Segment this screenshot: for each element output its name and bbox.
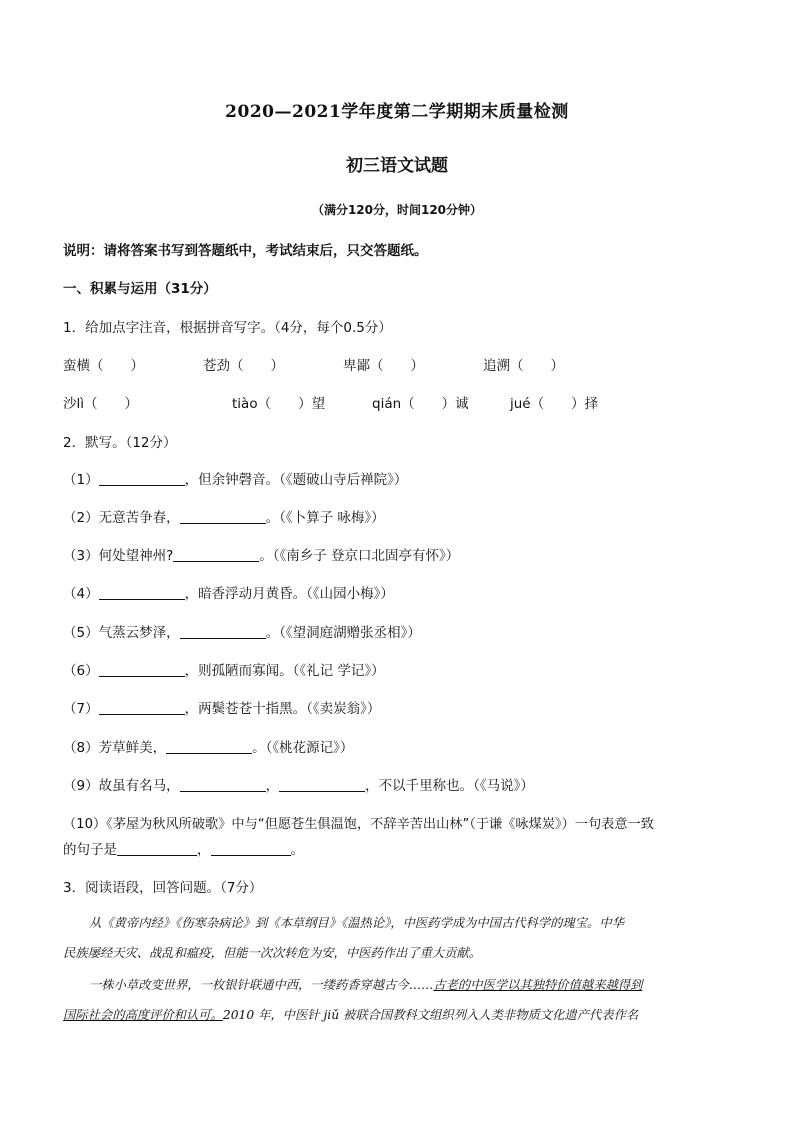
item-number: （9） (63, 778, 99, 794)
q2-item-10-line-1: （10）《茅屋为秋风所破歌》中与“但愿苍生俱温饱，不辞辛苦出山林”（于谦《咏煤炭》）一句表意一致 (63, 817, 654, 832)
item-post: ，则孤陋而寡闻。（《礼记 学记》） (184, 663, 385, 679)
q2-item-2 (63, 506, 385, 526)
q2-item-6 (63, 659, 385, 679)
answer-blank[interactable] (211, 841, 291, 856)
item-number: （8） (63, 740, 99, 756)
item-pre: 气蒸云梦泽， (98, 625, 180, 641)
q1-pinyin-item-1: 蛮横（ ） (63, 358, 144, 374)
answer-blank[interactable] (180, 509, 266, 524)
item-post: 。（《桃花源记》） (252, 740, 354, 756)
item-post: 。（《望洞庭湖赠张丞相》） (265, 625, 421, 641)
q2-item-4 (63, 582, 394, 602)
q2-item-7 (63, 697, 380, 717)
q1-pinyin-item-4: 追溯（ ） (483, 358, 564, 374)
answer-blank[interactable] (180, 624, 266, 639)
paragraph-line: 一株小草改变世界，一枚银针联通中西，一缕药香穿越古今…… (89, 978, 434, 992)
answer-blank[interactable] (166, 739, 252, 754)
item-pre: 芳草鲜美， (98, 740, 167, 756)
item-post: ，但余钟磬音。（《题破山寺后禅院》） (184, 472, 408, 488)
answer-blank[interactable] (173, 547, 259, 562)
q2-item-8 (63, 736, 353, 756)
item-number: （1） (63, 472, 99, 488)
item-post: 。（《南乡子 登京口北固亭有怀》） (259, 548, 460, 564)
q2-item-9 (63, 774, 534, 794)
underlined-sentence: 古老的中医学以其独特价值越来越得到 (433, 978, 643, 992)
item-mid: ， (265, 778, 280, 794)
item-number: （7） (63, 701, 99, 717)
section-heading: 一、积累与运用（31分） (63, 281, 217, 297)
instruction: 说明：请将答案书写到答题纸中，考试结束后，只交答题纸。 (63, 243, 428, 259)
item-post: ，暗香浮动月黄昏。（《山园小梅》） (184, 586, 394, 602)
answer-blank[interactable] (180, 777, 266, 792)
exam-subtitle: 初三语文试题 (346, 156, 448, 176)
answer-blank[interactable] (117, 841, 197, 856)
q1-write-item-1: 沙lì（ ） (63, 396, 139, 412)
q1-pinyin-item-3: 卑鄙（ ） (343, 358, 424, 374)
paragraph-line: 2010 年，中医针 jiǔ 被联合国教科文组织列入人类非物质文化遗产代表作名 (222, 1008, 639, 1022)
item-pre: 何处望神州? (98, 548, 174, 564)
question-2-label: 2．默写。（12分） (63, 435, 177, 451)
answer-blank[interactable] (99, 700, 185, 715)
q2-item-10-line-2 (63, 838, 304, 858)
q1-write-item-2: tiào（ ）望 (232, 396, 326, 412)
item-number: （4） (63, 586, 99, 602)
answer-blank[interactable] (99, 471, 185, 486)
item-post: 。 (290, 842, 304, 858)
q1-write-item-4: jué（ ）择 (510, 396, 599, 412)
q2-item-5 (63, 621, 421, 641)
item-post: 。（《卜算子 咏梅》） (265, 510, 385, 526)
underlined-sentence: 国际社会的高度评价和认可。 (63, 1008, 223, 1022)
item-post: ，两鬓苍苍十指黑。（《卖炭翁》） (184, 701, 381, 717)
q2-item-3 (63, 544, 459, 564)
reading-paragraph-2 (63, 970, 725, 1030)
question-1-label: 1．给加点字注音，根据拼音写字。（4分，每个0.5分） (63, 320, 392, 336)
exam-title: 2020—2021学年度第二学期期末质量检测 (225, 102, 569, 122)
exam-score-time: （满分120分，时间120分钟） (311, 203, 483, 217)
item-pre: 的句子是 (63, 842, 117, 858)
q1-write-item-3: qián（ ）诚 (372, 396, 469, 412)
item-pre: 无意苦争春， (98, 510, 180, 526)
item-number: （2） (63, 510, 99, 526)
item-pre: 故虽有名马， (98, 778, 180, 794)
item-number: （3） (63, 548, 99, 564)
item-number: （6） (63, 663, 99, 679)
answer-blank[interactable] (279, 777, 365, 792)
item-post: ，不以千里称也。（《马说》） (365, 778, 534, 794)
q2-item-1 (63, 468, 407, 488)
item-number: （5） (63, 625, 99, 641)
item-mid: ， (197, 842, 211, 858)
paragraph-line: 民族屡经天灾、战乱和瘟疫，但能一次次转危为安，中医药作出了重大贡献。 (63, 946, 482, 960)
answer-blank[interactable] (99, 585, 185, 600)
reading-paragraph-1 (63, 908, 725, 968)
answer-blank[interactable] (99, 662, 185, 677)
q1-pinyin-item-2: 苍劲（ ） (203, 358, 284, 374)
question-3-label: 3．阅读语段，回答问题。（7分） (63, 880, 263, 896)
paragraph-line: 从《黄帝内经》《伤寒杂病论》到《本草纲目》《温热论》，中医药学成为中国古代科学的瑰宝。中华 (89, 916, 624, 930)
